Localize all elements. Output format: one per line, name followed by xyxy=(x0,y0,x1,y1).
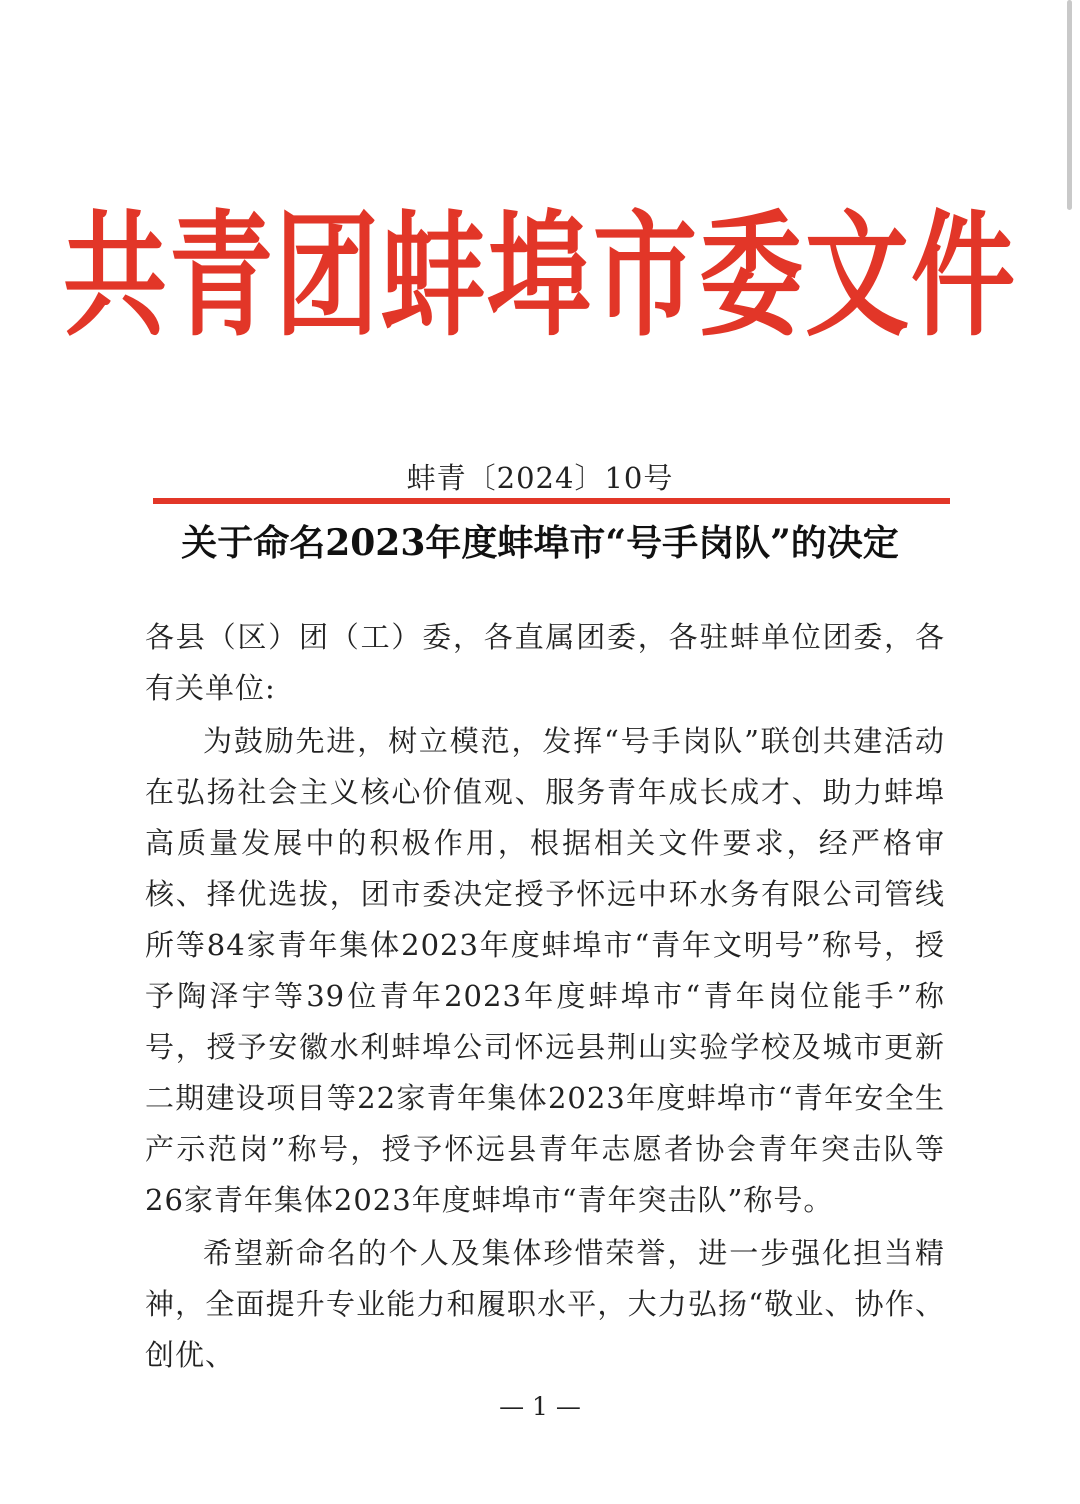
document-title: 关于命名2023年度蚌埠市“号手岗队”的决定 xyxy=(181,522,899,564)
red-divider-line xyxy=(153,498,950,504)
body-paragraph-2: 希望新命名的个人及集体珍惜荣誉，进一步强化担当精神，全面提升专业能力和履职水平，大力弘扬“敬业、协作、创优、 xyxy=(145,1236,945,1372)
document-number: 蚌青〔2024〕10号 xyxy=(406,461,674,495)
issuer-masthead: 共青团蚌埠市委文件 xyxy=(62,195,1017,356)
body-paragraph-1: 为鼓励先进，树立模范，发挥“号手岗队”联创共建活动在弘扬社会主义核心价值观、服务青年成长成才、助力蚌埠高质量发展中的积极作用，根据相关文件要求，经严格审核、择优选拔，团市委决定授予怀远中环水务有限公司管线所等84家青年集体2023年度蚌埠市“青年文明号”称号，授予陶泽宇等39位青年2023年度蚌埠市“青年岗位能手”称号，授予安徽水利蚌埠公司怀远县荆山实验学校及城市更新二期建设项目等22家青年集体2023年度蚌埠市“青年安全生产示范岗”称号，授予怀远县青年志愿者协会青年突击队等26家青年集体2023年度蚌埠市“青年突击队”称号。 xyxy=(145,724,945,1217)
document-body xyxy=(145,612,945,1381)
salutation: 各县（区）团（工）委，各直属团委，各驻蚌单位团委，各有关单位: xyxy=(145,620,945,705)
page-number: — 1 — xyxy=(499,1392,581,1421)
